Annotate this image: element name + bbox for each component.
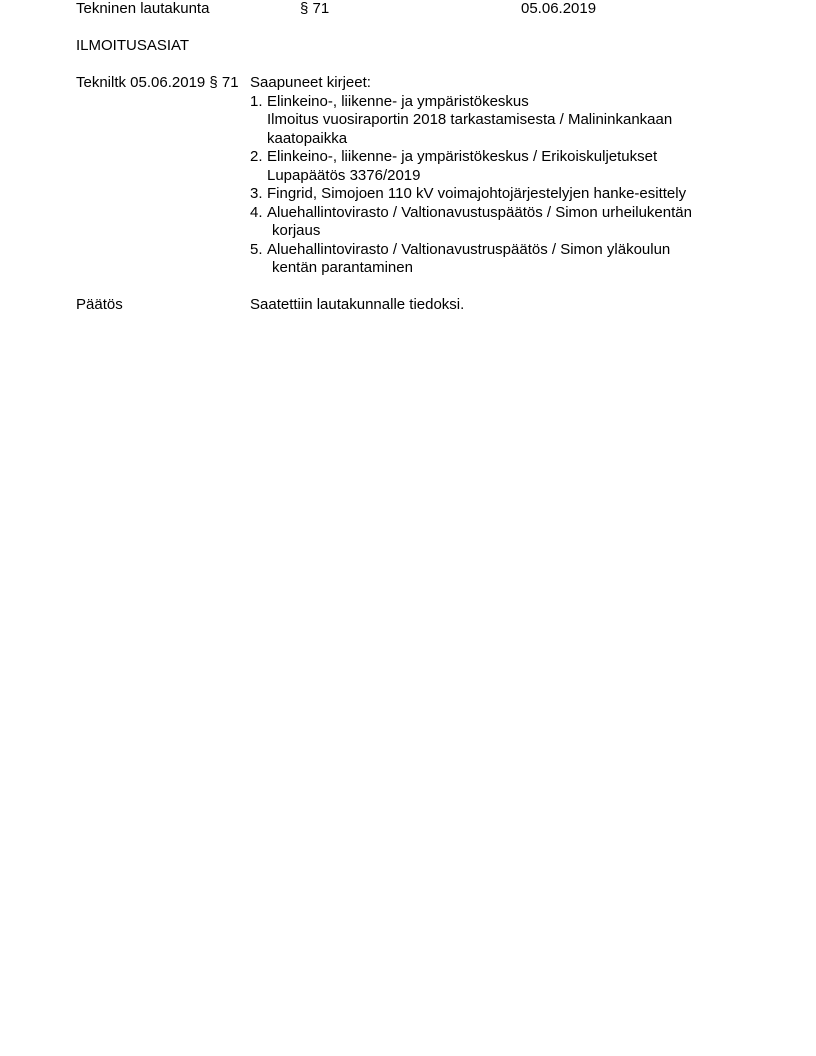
list-item <box>250 93 750 112</box>
list-item-continuation: kaatopaikka <box>267 129 348 147</box>
list-item-text: Elinkeino-, liikenne- ja ympäristökeskus / Erikoiskuljetukset <box>267 148 658 165</box>
decision-label: Päätös <box>76 296 123 313</box>
list-item-continuation: kentän parantaminen <box>272 259 413 276</box>
list-item-text: Aluehallintovirasto / Valtionavustuspäätös / Simon urheilukentän <box>267 203 692 221</box>
list-item-number: 3. <box>250 185 263 202</box>
decision-text: Saatettiin lautakunnalle tiedoksi. <box>250 296 465 313</box>
list-item <box>250 204 750 223</box>
list-item-number: 4. <box>250 203 263 221</box>
list-item-number: 1. <box>250 92 263 110</box>
header-section-number: § 71 <box>300 0 330 17</box>
section-title: ILMOITUSASIAT <box>76 37 190 54</box>
reference-line: Tekniltk 05.06.2019 § 71 <box>76 74 239 91</box>
list-item <box>250 148 750 167</box>
list-item-continuation: Lupapäätös 3376/2019 <box>267 166 421 184</box>
list-item-number: 2. <box>250 148 263 165</box>
list-item <box>250 241 750 260</box>
list-item-text: Aluehallintovirasto / Valtionavustruspäätös / Simon yläkoulun <box>267 240 671 258</box>
header-date: 05.06.2019 <box>521 0 597 17</box>
letters-list-block <box>250 74 750 278</box>
list-item-continuation: Ilmoitus vuosiraportin 2018 tarkastamisesta / Malininkankaan <box>267 111 673 128</box>
list-item-continuation: korjaus <box>272 222 321 239</box>
list-item-text: Fingrid, Simojoen 110 kV voimajohtojärjestelyjen hanke-esittely <box>267 185 687 202</box>
letters-intro: Saapuneet kirjeet: <box>250 74 371 91</box>
list-item <box>250 185 750 204</box>
list-item-text: Elinkeino-, liikenne- ja ympäristökeskus <box>267 92 529 110</box>
list-item-number: 5. <box>250 240 263 258</box>
header-organization: Tekninen lautakunta <box>76 0 210 17</box>
